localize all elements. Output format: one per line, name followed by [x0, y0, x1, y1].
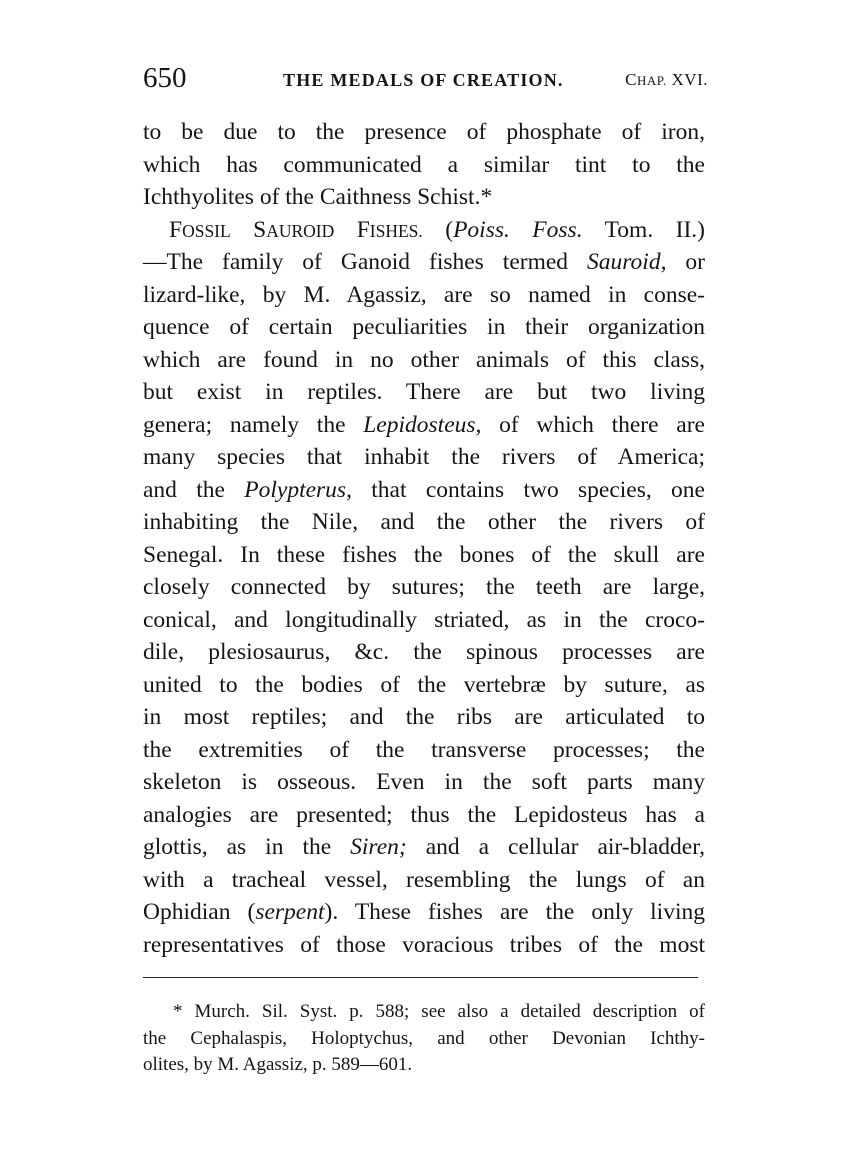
- text-line: which are found in no other animals of this class,: [143, 346, 705, 373]
- footnote-line: * Murch. Sil. Syst. p. 588; see also a detailed description of: [173, 1001, 705, 1022]
- text-line: representatives of those voracious tribes of the most: [143, 931, 705, 958]
- text-line: united to the bodies of the vertebræ by suture, as: [143, 671, 705, 698]
- text-line: —The family of Ganoid fishes termed Sauroid, or: [143, 249, 705, 275]
- text-line: with a tracheal vessel, resembling the lungs of an: [143, 866, 705, 893]
- text-line: but exist in reptiles. There are but two living: [143, 379, 705, 405]
- text-line: analogies are presented; thus the Lepidosteus has a: [143, 801, 705, 828]
- footnote-rule: [143, 977, 698, 978]
- text-line: Senegal. In these fishes the bones of the skull are: [143, 541, 705, 568]
- footnote-line: the Cephalaspis, Holoptychus, and other Devonian Ichthy-: [143, 1027, 705, 1049]
- text-line: Ichthyolites of the Caithness Schist.*: [143, 184, 493, 210]
- text-line: which has communicated a similar tint to the: [143, 151, 705, 178]
- text-line: conical, and longitudinally striated, as in the croco-: [143, 606, 705, 633]
- text-line: Ophidian (serpent). These fishes are the only living: [143, 899, 705, 925]
- running-title: THE MEDALS OF CREATION.: [283, 70, 564, 90]
- text-line: to be due to the presence of phosphate of iron,: [143, 119, 705, 145]
- text-line: inhabiting the Nile, and the other the rivers of: [143, 509, 705, 535]
- italic-reference: Poiss. Foss.: [453, 216, 583, 243]
- text-line: glottis, as in the Siren; and a cellular air-bladder,: [143, 834, 705, 860]
- section-heading-line: FOSSIL SAUROID FISHES. (Poiss. Foss. Tom. II.): [169, 216, 705, 243]
- text-line: in most reptiles; and the ribs are articulated to: [143, 704, 705, 730]
- page-number: 650: [143, 62, 187, 94]
- text-line: and the Polypterus, that contains two species, one: [143, 476, 705, 503]
- footnote-line: olites, by M. Agassiz, p. 589—601.: [143, 1054, 413, 1075]
- text-line: lizard-like, by M. Agassiz, are so named in conse-: [143, 281, 705, 308]
- text-line: closely connected by sutures; the teeth are large,: [143, 574, 705, 600]
- text-line: the extremities of the transverse processes; the: [143, 736, 705, 763]
- running-header: [143, 62, 708, 96]
- footnote: [143, 999, 705, 1079]
- text-line: quence of certain peculiarities in their organization: [143, 314, 705, 340]
- text-line: skeleton is osseous. Even in the soft parts many: [143, 769, 705, 795]
- chapter-prefix: C: [625, 70, 637, 89]
- chapter-reference: [625, 70, 708, 90]
- text-line: dile, plesiosaurus, &c. the spinous processes are: [143, 639, 705, 665]
- body-text: [143, 116, 705, 961]
- chapter-number: XVI.: [671, 70, 708, 89]
- chapter-smallcaps: HAP.: [636, 73, 667, 88]
- text-line: many species that inhabit the rivers of America;: [143, 444, 705, 470]
- text-line: genera; namely the Lepidosteus, of which there are: [143, 411, 705, 438]
